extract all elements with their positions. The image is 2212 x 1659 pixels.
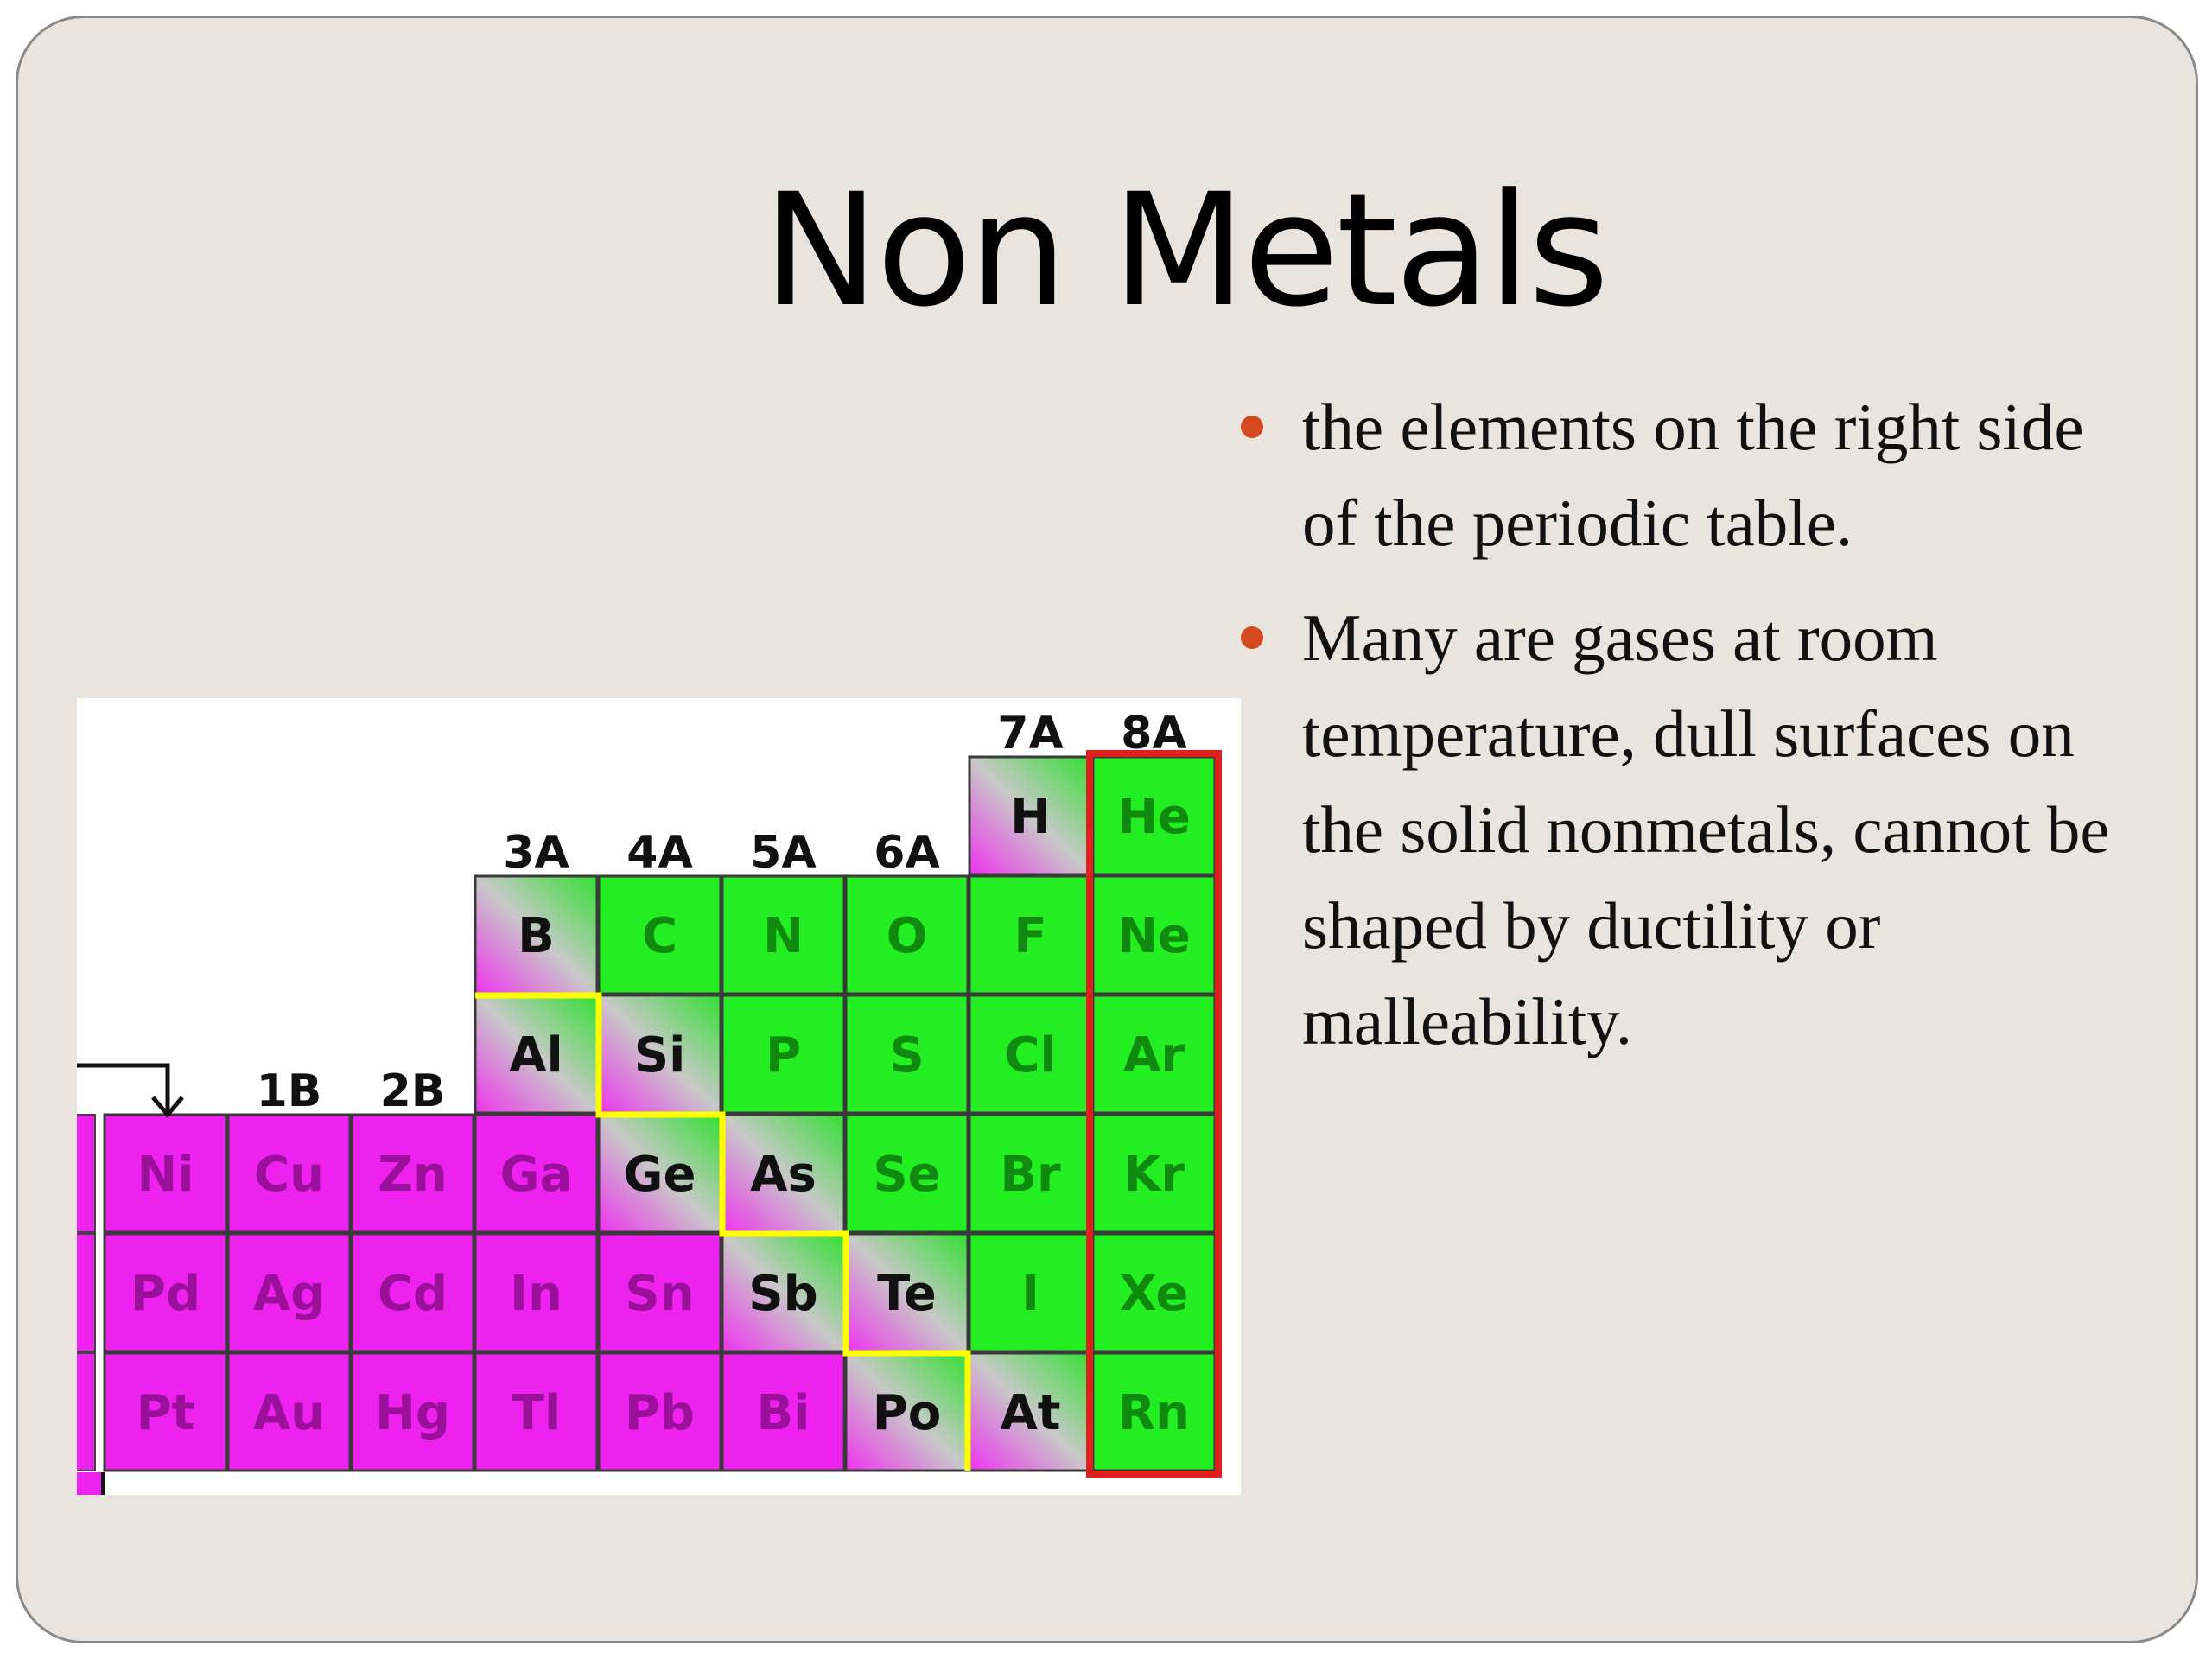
element-symbol: At bbox=[1000, 1385, 1061, 1441]
bullet-dot-icon bbox=[1241, 416, 1263, 438]
element-symbol: Pd bbox=[130, 1266, 201, 1322]
element-symbol: Kr bbox=[1122, 1147, 1185, 1203]
element-symbol: Au bbox=[252, 1385, 326, 1441]
element-symbol: P bbox=[765, 1027, 802, 1084]
bullet-item bbox=[1202, 590, 2135, 1070]
element-symbol: Xe bbox=[1119, 1266, 1189, 1322]
element-symbol: Ar bbox=[1123, 1027, 1185, 1084]
group-label: 6A bbox=[874, 827, 940, 879]
element-symbol: Ni bbox=[137, 1147, 194, 1203]
element-symbol: Al bbox=[509, 1027, 563, 1084]
element-symbol: I bbox=[1021, 1266, 1039, 1322]
element-symbol: In bbox=[510, 1266, 563, 1322]
partial-cell bbox=[77, 1353, 95, 1471]
group-label: 7A bbox=[997, 708, 1064, 760]
element-symbol: Bi bbox=[756, 1385, 810, 1441]
element-symbol: Si bbox=[633, 1027, 686, 1084]
element-symbol: As bbox=[750, 1147, 817, 1203]
group-label: 1B bbox=[256, 1065, 322, 1117]
slide-title: Non Metals bbox=[762, 161, 1607, 341]
group-label: 4A bbox=[626, 827, 693, 879]
partial-cell bbox=[77, 1234, 95, 1351]
element-symbol: Cu bbox=[254, 1147, 324, 1203]
group-label: 3A bbox=[503, 827, 569, 879]
element-symbol: Rn bbox=[1118, 1385, 1190, 1441]
element-symbol: N bbox=[763, 908, 804, 964]
element-symbol: F bbox=[1014, 908, 1047, 964]
element-symbol: Pt bbox=[136, 1385, 195, 1441]
element-symbol: S bbox=[889, 1027, 925, 1084]
bullet-text: the elements on the right side of the periodic table. bbox=[1302, 390, 2084, 560]
bullet-list bbox=[1202, 379, 2135, 1089]
bracket-arrow-icon bbox=[77, 1065, 182, 1115]
element-symbol: Ga bbox=[499, 1147, 573, 1203]
element-symbol: Te bbox=[877, 1266, 937, 1322]
element-symbol: Zn bbox=[378, 1147, 448, 1203]
partial-cell bbox=[77, 1472, 105, 1495]
element-symbol: Cl bbox=[1004, 1027, 1057, 1084]
element-symbol: He bbox=[1117, 789, 1191, 845]
element-symbol: Tl bbox=[511, 1385, 562, 1441]
element-symbol: Cd bbox=[377, 1266, 448, 1322]
group-label: 5A bbox=[750, 827, 817, 879]
element-symbol: C bbox=[641, 908, 678, 964]
periodic-table bbox=[77, 698, 1241, 1495]
slide bbox=[16, 16, 2198, 1643]
element-symbol: O bbox=[886, 908, 928, 964]
partial-cell bbox=[77, 1115, 95, 1232]
element-symbol: Br bbox=[1000, 1147, 1061, 1203]
element-symbol: Ag bbox=[252, 1266, 326, 1322]
element-symbol: Po bbox=[872, 1385, 942, 1441]
bullet-text: Many are gases at room temperature, dull surfaces on the solid nonmetals, cannot be shaped by ductility or malleability. bbox=[1302, 601, 2110, 1058]
element-symbol: Sn bbox=[625, 1266, 695, 1322]
group-label: 2B bbox=[379, 1065, 446, 1117]
bullet-item bbox=[1202, 379, 2135, 571]
bullet-dot-icon bbox=[1241, 626, 1263, 649]
element-symbol: Hg bbox=[375, 1385, 450, 1441]
element-symbol: Pb bbox=[624, 1385, 696, 1441]
element-symbol: Ge bbox=[623, 1147, 696, 1203]
element-symbol: H bbox=[1010, 789, 1051, 845]
group-label: 8A bbox=[1121, 708, 1187, 760]
element-symbol: Ne bbox=[1117, 908, 1191, 964]
periodic-table-image bbox=[77, 698, 1241, 1495]
axis-tick bbox=[101, 1472, 105, 1495]
element-symbol: Sb bbox=[748, 1266, 818, 1322]
element-symbol: Se bbox=[873, 1147, 941, 1203]
element-symbol: B bbox=[518, 908, 555, 964]
